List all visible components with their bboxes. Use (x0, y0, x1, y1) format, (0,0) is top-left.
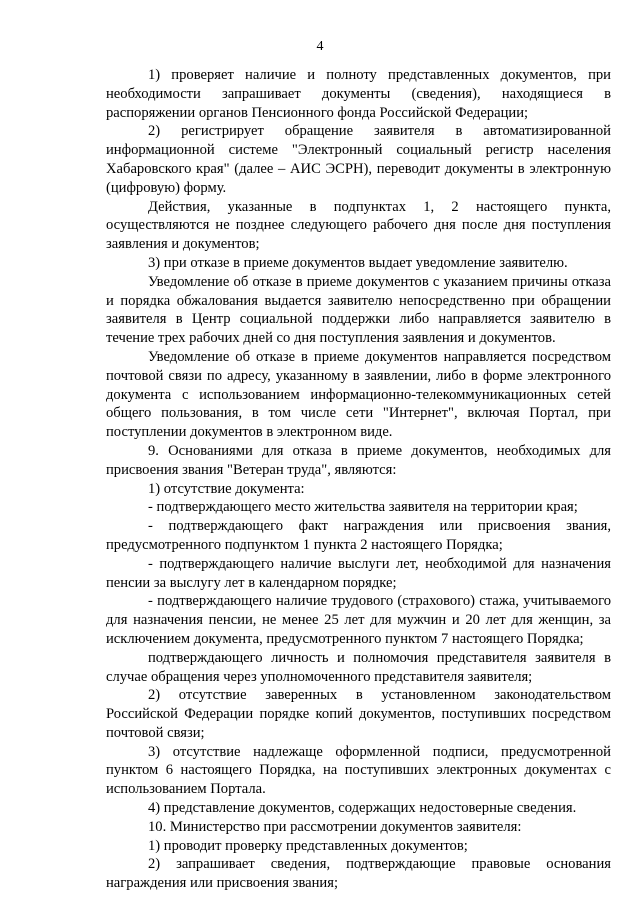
paragraph: - подтверждающего факт награждения или присвоения звания, предусмотренного подпунктом 1 пункта 2 настоящего Порядка; (106, 518, 611, 553)
paragraph: Действия, указанные в подпунктах 1, 2 настоящего пункта, осуществляются не позднее следующего рабочего дня после дня поступления заявления и документов; (106, 198, 611, 253)
paragraph: - подтверждающего наличие трудового (страхового) стажа, учитываемого для назначения пенсии, не менее 25 лет для мужчин и 20 лет для женщин, за исключением документа, предусмотренного пунктом 7 настоящего Порядка; (106, 593, 611, 647)
paragraph: 10. Министерство при рассмотрении документов заявителя: (148, 818, 522, 835)
paragraph: Уведомление об отказе в приеме документов с указанием причины отказа и порядка обжалования выдается заявителю непосредственно при обращении заявителя в Центр социальной поддержки либо направляется заявителю в течение трех рабочих дней со дня поступления заявления и документов. (106, 273, 611, 347)
paragraph: 2) запрашивает сведения, подтверждающие правовые основания награждения или присвоения звания; (106, 856, 611, 892)
paragraph: 1) проверяет наличие и полноту представленных документов, при необходимости запрашивает документы (сведения), находящиеся в распоряжении органов Пенсионного фонда Российской Федерации; (106, 67, 611, 121)
paragraph: - подтверждающего наличие выслуги лет, необходимой для назначения пенсии за выслугу лет в календарном порядке; (106, 555, 611, 591)
document-body (106, 66, 611, 893)
paragraph: подтверждающего личность и полномочия представителя заявителя в случае обращения через уполномоченного представителя заявителя; (106, 649, 611, 685)
paragraph: 9. Основаниями для отказа в приеме документов, необходимых для присвоения звания "Ветеран труда", являются: (106, 442, 611, 478)
paragraph: Уведомление об отказе в приеме документов направляется посредством почтовой связи по адресу, указанному в заявлении, либо в форме электронного документа с использованием информационно-телекоммуникационных сетей общего пользования, в том числе сети "Интернет", включая Портал, при поступлении документов в электронном виде. (106, 348, 611, 441)
paragraph: 1) отсутствие документа: (148, 480, 305, 497)
paragraph: 2) отсутствие заверенных в установленном законодательством Российской Федерации порядке копий документов, поступивших посредством почтовой связи; (106, 687, 611, 741)
paragraph: 2) регистрирует обращение заявителя в автоматизированной информационной системе "Электронный социальный регистр населения Хабаровского края" (далее – АИС ЭСРН), переводит документы в электронную (цифровую) форму. (106, 123, 611, 196)
paragraph: 3) при отказе в приеме документов выдает уведомление заявителю. (148, 254, 568, 271)
paragraph: 4) представление документов, содержащих недостоверные сведения. (148, 800, 577, 817)
page-number: 4 (316, 39, 324, 54)
paragraph: - подтверждающего место жительства заявителя на территории края; (148, 499, 578, 516)
paragraph: 1) проводит проверку представленных документов; (148, 837, 468, 854)
paragraph: 3) отсутствие надлежаще оформленной подписи, предусмотренной пунктом 6 настоящего Порядка, на поступивших электронных документах с использованием Портала. (106, 743, 611, 798)
